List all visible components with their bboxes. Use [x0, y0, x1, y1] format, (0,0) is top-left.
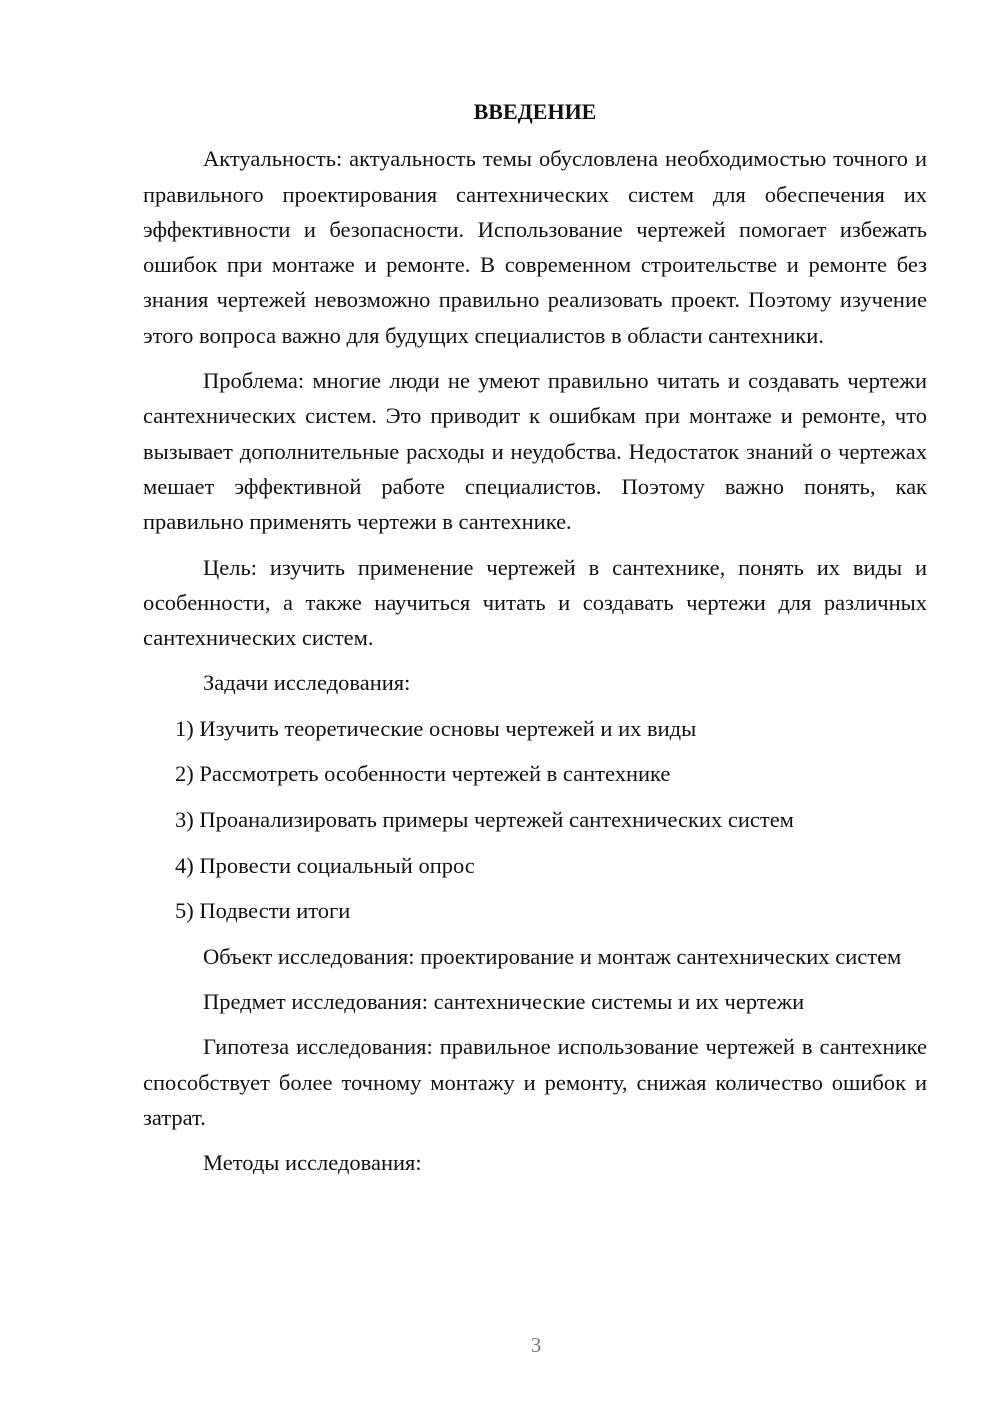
- paragraph-goal: Цель: изучить применение чертежей в сантехнике, понять их виды и особенности, а также научиться читать и создавать чертежи для различных сантехнических систем.: [143, 554, 927, 651]
- list-item: 5) Подвести итоги: [175, 898, 351, 924]
- page-content: [143, 94, 927, 1191]
- page-title: ВВЕДЕНИЕ: [473, 99, 597, 124]
- paragraph-relevance: Актуальность: актуальность темы обусловлена необходимостью точного и правильного проектирования сантехнических систем для обеспечения их эффективности и безопасности. Использование чертежей помогает избежать ошибок при монтаже и ремонте. В современном строительстве и ремонте без знания чертежей невозможно правильно реализовать проект. Поэтому изучение этого вопроса важно для будущих специалистов в области сантехники.: [143, 146, 927, 348]
- paragraph-subject: Предмет исследования: сантехнические системы и их чертежи: [203, 989, 805, 1015]
- paragraph-hypothesis: Гипотеза исследования: правильное использование чертежей в сантехнике способствует более точному монтажу и ремонту, снижая количество ошибок и затрат.: [143, 1034, 927, 1130]
- paragraph-object: Объект исследования: проектирование и монтаж сантехнических систем: [203, 943, 902, 969]
- task-list: [143, 711, 927, 929]
- paragraph-methods: Методы исследования:: [203, 1150, 422, 1176]
- page-number: 3: [530, 1333, 542, 1357]
- list-item: 3) Проанализировать примеры чертежей сантехнических систем: [175, 806, 794, 832]
- list-item: 4) Провести социальный опрос: [175, 852, 475, 878]
- paragraph-problem: Проблема: многие люди не умеют правильно читать и создавать чертежи сантехнических систем. Это приводит к ошибкам при монтаже и ремонте, что вызывает дополнительные расходы и неудобства. Недостаток знаний о чертежах мешает эффективной работе специалистов. Поэтому важно понять, как правильно применять чертежи в сантехнике.: [143, 368, 927, 535]
- list-item: 1) Изучить теоретические основы чертежей и их виды: [175, 715, 697, 741]
- list-item: 2) Рассмотреть особенности чертежей в сантехнике: [175, 761, 671, 787]
- tasks-heading: Задачи исследования:: [203, 670, 411, 696]
